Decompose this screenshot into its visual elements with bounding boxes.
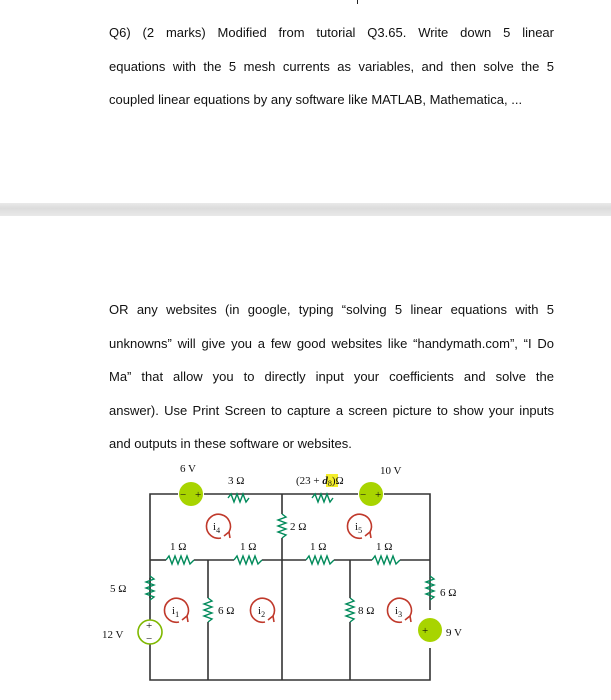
label-9v: 9 V xyxy=(446,627,462,639)
source-10v-plus: + xyxy=(375,489,382,501)
label-12v: 12 V xyxy=(102,629,124,641)
instruction-line: OR any websites (in google, typing “solving 5 linear equations with 5 xyxy=(109,302,554,317)
label-1-ohm-mid: 1 Ω xyxy=(240,541,257,553)
label-1-ohm-left: 1 Ω xyxy=(170,541,187,553)
instruction-line: Ma” that allow you to directly input your coefficients and solve the xyxy=(109,369,554,384)
label-1-ohm-right: 1 Ω xyxy=(376,541,393,553)
svg-text:i4: $i_4$ xyxy=(213,521,221,535)
source-10v-minus: − xyxy=(360,489,367,501)
resistor-1-ohm-left xyxy=(166,556,194,564)
label-10v: 10 V xyxy=(380,465,402,477)
instruction-line: answer). Use Print Screen to capture a screen picture to show your inputs xyxy=(109,402,554,418)
instruction-paragraph xyxy=(109,293,554,461)
label-6-ohm-mid: 6 Ω xyxy=(218,605,235,617)
label-6-ohm-right: 6 Ω xyxy=(440,587,457,599)
resistor-8-ohm xyxy=(346,598,354,622)
resistor-2-ohm xyxy=(278,514,286,538)
mesh-i5 xyxy=(347,514,371,538)
label-1-ohm-center: 1 Ω xyxy=(310,541,327,553)
mesh-i4 xyxy=(206,514,230,538)
label-2-ohm: 2 Ω xyxy=(290,521,307,533)
circuit-diagram xyxy=(100,458,460,694)
question-line: coupled linear equations by any software like MATLAB, Mathematica, ... xyxy=(109,92,523,107)
resistor-variable xyxy=(312,494,333,502)
question-line: Q6) (2 marks) Modified from tutorial Q3.65. Write down 5 linear xyxy=(109,25,554,40)
source-12v-minus: − xyxy=(146,633,153,645)
svg-text:i1: $i_1$ xyxy=(172,605,180,619)
mesh-i2 xyxy=(250,598,274,622)
label-6v: 6 V xyxy=(180,463,196,475)
mesh-i1 xyxy=(164,598,188,622)
source-9v-plus: + xyxy=(422,625,429,637)
svg-text:i3: $i_3$ xyxy=(395,605,403,619)
instruction-line: and outputs in these software or websites. xyxy=(109,436,352,451)
page-1 xyxy=(14,0,611,203)
source-12v xyxy=(138,620,162,645)
question-paragraph xyxy=(109,16,554,117)
resistor-3-ohm xyxy=(228,494,249,502)
svg-text:i2: $i_2$ xyxy=(258,605,266,619)
page-separator xyxy=(0,203,611,216)
label-variable-resistor: (23 + d8)Ω xyxy=(296,475,344,488)
source-10v xyxy=(359,482,383,506)
instruction-line: unknowns” will give you a few good websites like “handymath.com”, “I Do xyxy=(109,335,554,351)
mesh-i3 xyxy=(387,598,411,622)
source-12v-plus: + xyxy=(146,620,153,632)
source-6v xyxy=(179,482,203,506)
label-8-ohm: 8 Ω xyxy=(358,605,375,617)
label-5-ohm: 5 Ω xyxy=(110,583,127,595)
resistor-1-ohm-right xyxy=(372,556,400,564)
svg-text:i5: $i_5$ xyxy=(355,521,363,535)
source-6v-minus: − xyxy=(180,489,187,501)
page-edge-mark xyxy=(357,0,358,4)
source-9v xyxy=(418,618,442,642)
resistor-1-ohm-center xyxy=(306,556,334,564)
label-3-ohm: 3 Ω xyxy=(228,475,245,487)
question-line: equations with the 5 mesh currents as variables, and then solve the 5 xyxy=(109,58,554,74)
resistor-1-ohm-mid xyxy=(234,556,262,564)
resistor-6-ohm-mid xyxy=(204,598,212,622)
source-6v-plus: + xyxy=(195,489,202,501)
